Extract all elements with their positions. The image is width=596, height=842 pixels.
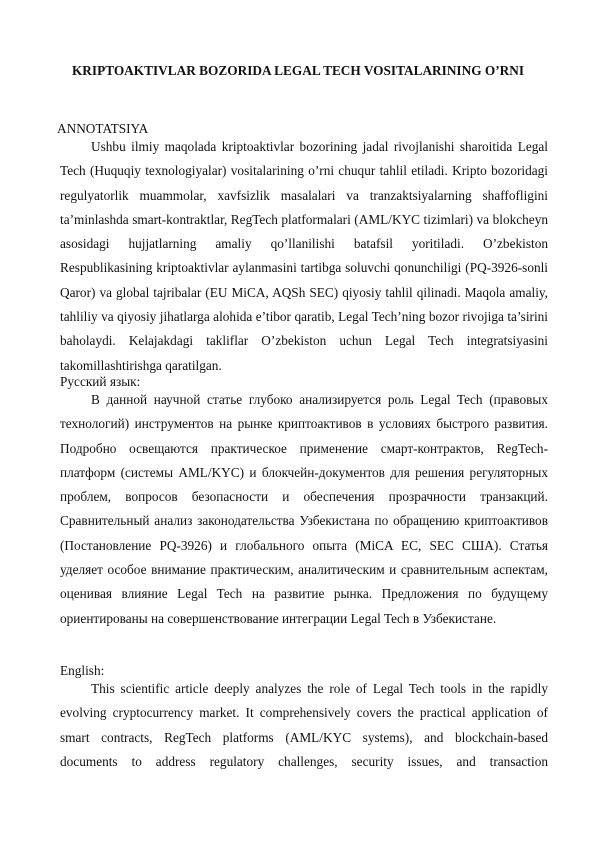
- russian-label: Русский язык:: [60, 374, 141, 389]
- uzbek-paragraph: Ushbu ilmiy maqolada kriptoaktivlar bozorining jadal rivojlanishi sharoitida Legal Tech (Huquqiy texnologiyalar) vositalarining o’rni chuqur tahlil etiladi. Kripto bozoridagi regulyatorlik muammolar, xavfsizlik masalalari va tranzaktsiyalarning shaffofligini ta’minlashda smart-kontraktlar, RegTech platformalari (AML/KYC tizimlari) va blokcheyn asosidagi hujjatlarning amaliy qo’llanilishi batafsil yoritiladi. O’zbekiston Respublikasining kriptoaktivlar aylanmasini tartibga soluvchi qonunchiligi (PQ-3926-sonli Qaror) va global tajribalar (EU MiCA, AQSh SEC) qiyosiy tahlil qilinadi. Maqola amaliy, tahliliy va qiyosiy jihatlarga alohida e’tibor qaratib, Legal Tech’ning bozor rivojiga ta’sirini baholaydi. Kelajakdagi takliflar O’zbekiston uchun Legal Tech integratsiyasini takomillashtirishga qaratilgan.: [60, 139, 548, 373]
- english-paragraph: This scientific article deeply analyzes the role of Legal Tech tools in the rapidly evolving cryptocurrency market. It comprehensively covers the practical application of smart contracts, RegTech platforms (AML/KYC systems), and blockchain-based documents to address regulatory challenges, security issues, and transaction: [60, 681, 548, 769]
- english-abstract: [60, 677, 548, 774]
- english-label: English:: [60, 663, 105, 678]
- russian-paragraph: В данной научной статье глубоко анализируется роль Legal Tech (правовых технологий) инструментов на рынке криптоактивов в условиях быстрого развития. Подробно освещаются практическое применение смарт-контрактов, RegTech-платформ (системы AML/KYC) и блокчейн-документов для решения регуляторных проблем, вопросов безопасности и обеспечения прозрачности транзакций. Сравнительный анализ законодательства Узбекистана по обращению криптоактивов (Постановление PQ-3926) и глобального опыта (MiCA ЕС, SEC США). Статья уделяет особое внимание практическим, аналитическим и сравнительным аспектам, оценивая влияние Legal Tech на развитие рынка. Предложения по будущему ориентированы на совершенствование интеграции Legal Tech в Узбекистане.: [60, 392, 548, 626]
- uzbek-abstract: [60, 135, 548, 378]
- article-title: KRIPTOAKTIVLAR BOZORIDA LEGAL TECH VOSITALARINING O’RNI: [71, 63, 525, 78]
- russian-abstract: [60, 388, 548, 631]
- annotation-heading: ANNOTATSIYA: [57, 121, 149, 136]
